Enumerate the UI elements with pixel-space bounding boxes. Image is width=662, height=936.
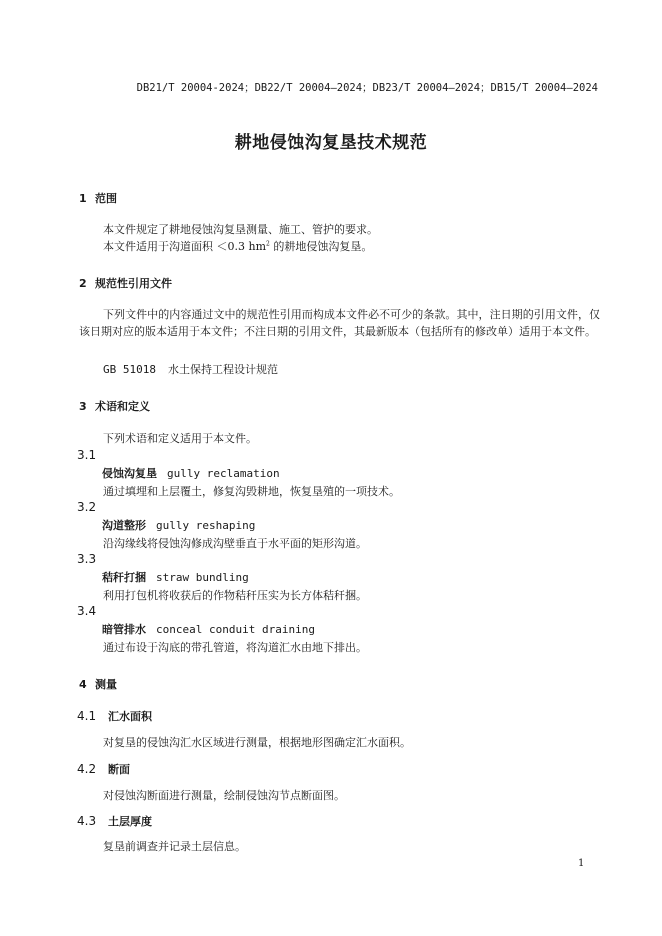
section-title: 术语和定义 (95, 400, 150, 413)
subsection-number: 4.1 (77, 709, 97, 723)
superscript: 2 (266, 240, 270, 248)
subsection-number: 4.2 (77, 762, 97, 776)
subsection-heading (77, 708, 152, 724)
standard-header: DB21/T 20004-2024；DB22/T 20004—2024；DB23/T 20004—2024；DB15/T 20004—2024 (136, 82, 598, 94)
subsection-text: 对复垦的侵蚀沟汇水区域进行测量，根据地形图确定汇水面积。 (103, 736, 411, 749)
section-4-heading (79, 676, 117, 692)
term-entry (102, 465, 280, 481)
section-number: 2 (79, 277, 87, 290)
section-number: 1 (79, 192, 87, 205)
term-definition: 通过布设于沟底的带孔管道，将沟道汇水由地下排出。 (103, 641, 367, 654)
subsection-title: 断面 (108, 763, 130, 776)
section-number: 3 (79, 400, 87, 413)
term-english: gully reshaping (156, 519, 256, 532)
term-number: 3.1 (77, 448, 97, 462)
term-chinese: 侵蚀沟复垦 (102, 467, 157, 480)
reference-title: 水土保持工程设计规范 (167, 363, 278, 376)
normative-reference (103, 361, 278, 378)
section-2-paragraph-1: 下列文件中的内容通过文中的规范性引用而构成本文件必不可少的条款。其中，注日期的引用文件，仅该日期对应的版本适用于本文件；不注日期的引用文件，其最新版本（包括所有的修改单）适用于本文件。 (79, 308, 600, 338)
subsection-heading (77, 761, 130, 777)
section-3-intro: 下列术语和定义适用于本文件。 (103, 432, 257, 445)
term-entry (102, 621, 315, 637)
section-1-heading (79, 190, 117, 206)
subsection-title: 土层厚度 (108, 815, 152, 828)
section-title: 测量 (95, 678, 117, 691)
subsection-text: 复垦前调查并记录土层信息。 (103, 840, 246, 853)
document-title: 耕地侵蚀沟复垦技术规范 (234, 133, 428, 153)
term-definition: 沿沟缘线将侵蚀沟修成沟壁垂直于水平面的矩形沟道。 (103, 537, 367, 550)
term-chinese: 沟道整形 (102, 519, 146, 532)
section-1-paragraph-2 (103, 238, 372, 255)
term-entry (102, 569, 249, 585)
section-2-heading (79, 275, 172, 291)
page-number: 1 (578, 858, 585, 869)
text-run: 本文件适用于沟道面积 ＜0.3 hm (103, 240, 267, 253)
subsection-number: 4.3 (77, 814, 97, 828)
term-chinese: 秸秆打捆 (102, 571, 146, 584)
section-number: 4 (79, 678, 87, 691)
term-english: conceal conduit draining (156, 623, 315, 636)
term-definition: 通过填埋和上层覆土，修复沟毁耕地，恢复垦殖的一项技术。 (103, 485, 400, 498)
term-number: 3.4 (77, 604, 97, 618)
section-title: 范围 (95, 192, 117, 205)
term-english: gully reclamation (167, 467, 280, 480)
text-run: 的耕地侵蚀沟复垦。 (269, 240, 373, 253)
term-entry (102, 517, 255, 533)
term-number: 3.2 (77, 500, 97, 514)
term-chinese: 暗管排水 (102, 623, 146, 636)
term-number: 3.3 (77, 552, 97, 566)
section-3-heading (79, 398, 150, 414)
subsection-heading (77, 813, 152, 829)
subsection-title: 汇水面积 (108, 710, 152, 723)
subsection-text: 对侵蚀沟断面进行测量，绘制侵蚀沟节点断面图。 (103, 789, 345, 802)
section-1-paragraph-1: 本文件规定了耕地侵蚀沟复垦测量、施工、管护的要求。 (103, 223, 378, 236)
section-title: 规范性引用文件 (95, 277, 172, 290)
reference-code: GB 51018 (103, 363, 156, 376)
term-definition: 利用打包机将收获后的作物秸秆压实为长方体秸秆捆。 (103, 589, 367, 602)
term-english: straw bundling (156, 571, 249, 584)
